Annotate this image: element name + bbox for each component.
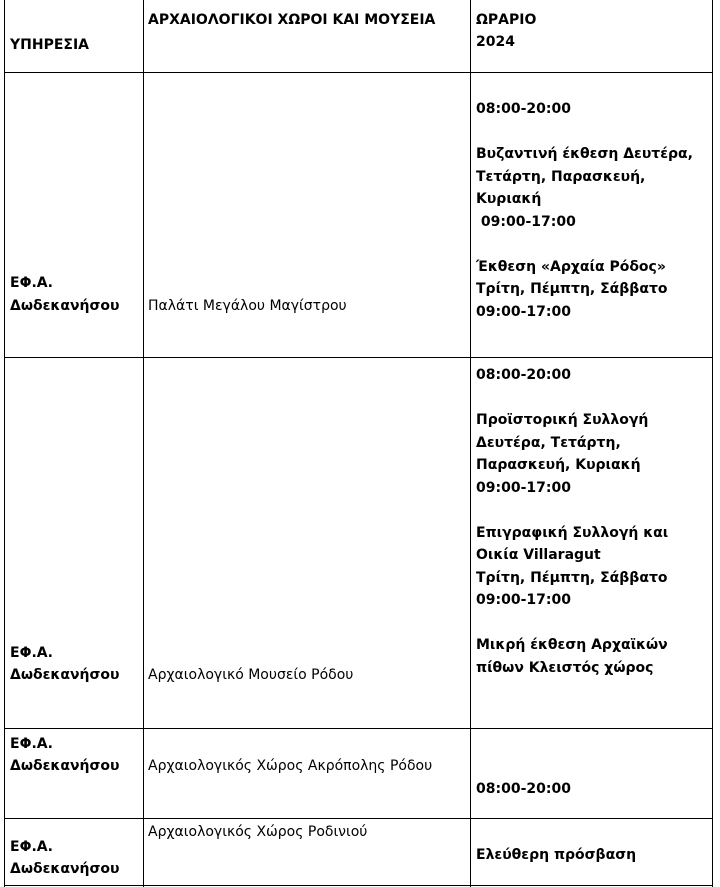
hours-line: 09:00-17:00 (476, 213, 576, 230)
hours-line (476, 233, 693, 256)
header-hours-line1: ΩΡΑΡΙΟ (476, 12, 537, 28)
row2-service-line2: Δωδεκανήσου (10, 667, 120, 683)
hours-line (476, 387, 668, 410)
row1-hours (476, 98, 693, 323)
row4-site: Αρχαιολογικός Χώρος Ροδινιού (148, 824, 368, 840)
hours-line: Επιγραφική Συλλογή και (476, 524, 669, 541)
hours-line: Κυριακή (476, 191, 542, 207)
hours-line (476, 121, 693, 144)
row1-service-line2: Δωδεκανήσου (10, 298, 120, 314)
hours-line: Οικία Villaragut (476, 547, 601, 563)
hours-line: Μικρή έκθεση Αρχαϊκών (476, 637, 668, 653)
row-divider-2 (4, 728, 713, 729)
row1-service-line1: ΕΦ.Α. (10, 275, 53, 291)
row1-site: Παλάτι Μεγάλου Μαγίστρου (148, 298, 347, 314)
header-sites: ΑΡΧΑΙΟΛΟΓΙΚΟΙ ΧΩΡΟΙ ΚΑΙ ΜΟΥΣΕΙΑ (148, 12, 436, 28)
header-row-divider (4, 72, 713, 73)
row3-service-line1: ΕΦ.Α. (10, 736, 53, 752)
row3-site: Αρχαιολογικός Χώρος Ακρόπολης Ρόδου (148, 758, 433, 774)
table-border-right (712, 0, 713, 887)
row2-service-line1: ΕΦ.Α. (10, 645, 53, 661)
row4-service-line2: Δωδεκανήσου (10, 861, 120, 877)
row3-hours: 08:00-20:00 (476, 781, 571, 797)
hours-line: 08:00-20:00 (476, 367, 571, 383)
hours-line: 09:00-17:00 (476, 479, 571, 496)
hours-line (476, 499, 668, 522)
hours-line: Τρίτη, Πέμπτη, Σάββατο (476, 569, 668, 586)
hours-line: Τρίτη, Πέμπτη, Σάββατο (476, 281, 668, 297)
table-border-bottom (4, 885, 713, 886)
hours-line: Βυζαντινή έκθεση Δευτέρα, (476, 146, 693, 162)
row4-hours: Ελεύθερη πρόσβαση (476, 847, 637, 863)
hours-line: Τετάρτη, Παρασκευή, (476, 168, 646, 185)
hours-line: 09:00-17:00 (476, 303, 571, 320)
hours-line: Παρασκευή, Κυριακή (476, 457, 641, 473)
hours-line: 09:00-17:00 (476, 592, 571, 608)
row3-service-line2: Δωδεκανήσου (10, 758, 120, 774)
row-divider-3 (4, 818, 713, 819)
hours-line (476, 612, 668, 635)
header-hours-line2: 2024 (476, 34, 515, 50)
table-border-left (4, 0, 5, 887)
hours-line: Προϊστορική Συλλογή (476, 412, 649, 428)
column-divider-2 (470, 0, 471, 887)
column-divider-1 (143, 0, 144, 887)
header-service: ΥΠΗΡΕΣΙΑ (10, 37, 90, 53)
hours-line: πίθων Κλειστός χώρος (476, 659, 654, 676)
hours-line: 08:00-20:00 (476, 101, 571, 117)
row2-hours (476, 364, 668, 679)
row2-site: Αρχαιολογικό Μουσείο Ρόδου (148, 667, 354, 683)
row-divider-1 (4, 357, 713, 358)
hours-line: Έκθεση «Αρχαία Ρόδος» (476, 258, 666, 275)
row4-service-line1: ΕΦ.Α. (10, 839, 53, 855)
hours-line: Δευτέρα, Τετάρτη, (476, 434, 621, 451)
